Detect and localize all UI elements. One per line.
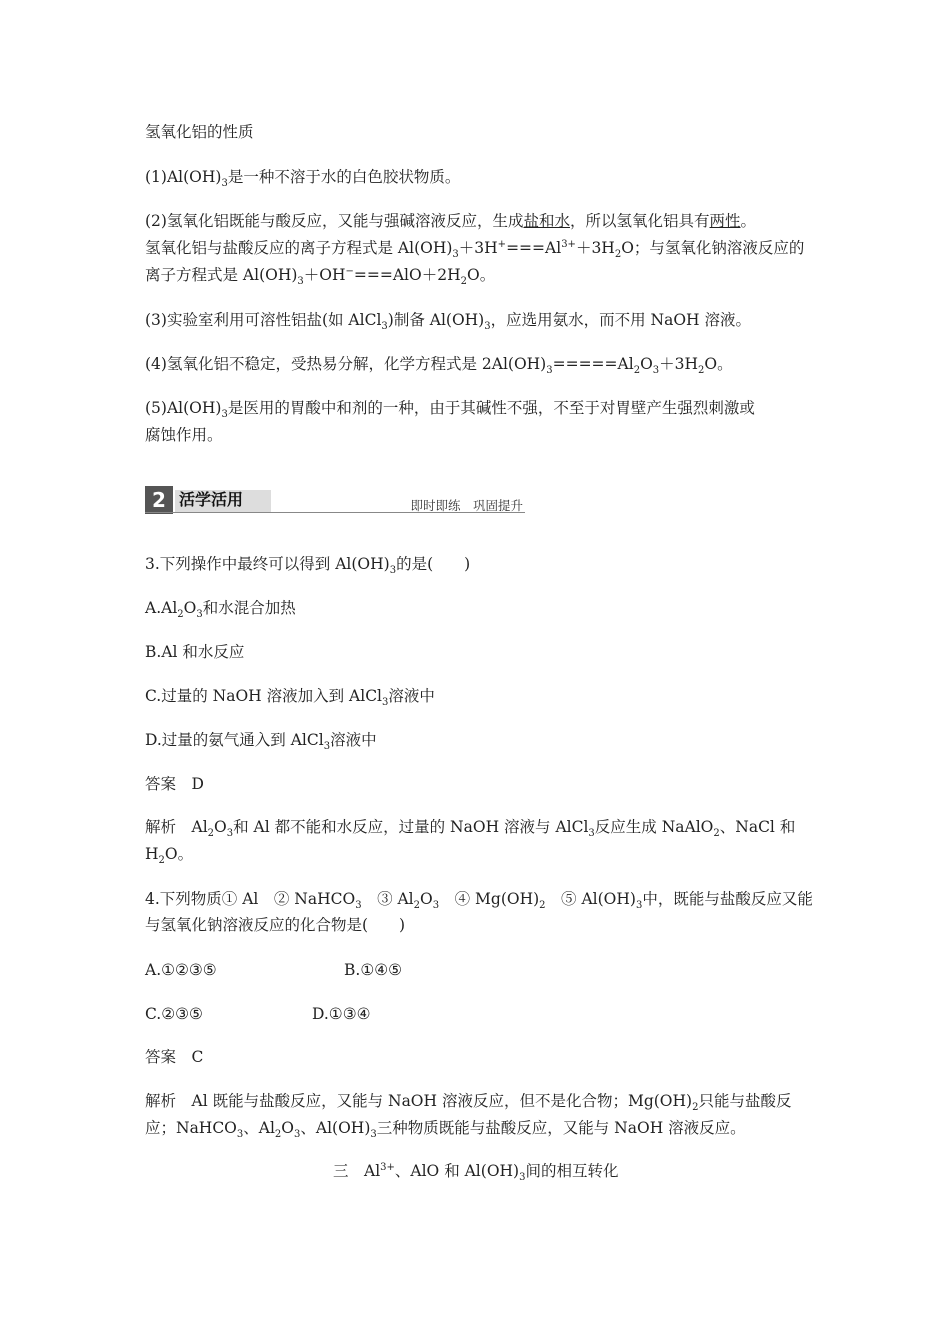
property-5-line-1: $(5)Al(OH)_3$是医用的胃酸中和剂的一种，由于其碱性不强，不至于对胃壁产生强烈刺激或 <box>145 399 755 421</box>
question-4-option-d: D.①③④ <box>312 1005 371 1023</box>
property-4: (4)氢氧化铝不稳定，受热易分解，化学方程式是 $2Al(OH)_3=====Al_2O_3+3H_2O$。 <box>145 355 733 377</box>
question-3-option-a: $A.Al_2O_3$和水混合加热 <box>145 599 296 621</box>
section-three-title: 三 $Al^{3+}$、AlO 和 $Al(OH)_3$间的相互转化 <box>333 1161 619 1184</box>
question-3-option-d: D.过量的氨气通入到 AlCl$_3$溶液中 <box>145 731 377 753</box>
question-3-explanation-line-1: 解析 $Al_2O_3$和 Al 都不能和水反应，过量的 NaOH 溶液与 AlCl$_3$反应生成 NaAlO$_2$、NaCl 和 <box>145 818 796 840</box>
question-3-stem: 3.下列操作中最终可以得到 $Al(OH)_3$的是( ) <box>145 555 471 577</box>
property-2-line-2: 氢氧化铝与盐酸反应的离子方程式是 $Al(OH)_3+3H^+===Al^{3+}+3H_2O$；与氢氧化钠溶液反应的 <box>145 238 805 261</box>
question-4-option-a: A.①②③⑤ <box>145 961 217 979</box>
practice-banner <box>145 486 525 514</box>
property-5-line-2: 腐蚀作用。 <box>145 426 223 444</box>
banner-number-badge: 2 <box>145 486 173 514</box>
question-3-option-b: B.Al 和水反应 <box>145 643 245 661</box>
question-3-answer: 答案 D <box>145 775 204 793</box>
question-4-explanation-line-2: 应；NaHCO$_3$、$Al_2O_3$、$Al(OH)_3$三种物质既能与盐酸反应，又能与 NaOH 溶液反应。 <box>145 1119 746 1141</box>
property-2-line-1: (2)氢氧化铝既能与酸反应，又能与强碱溶液反应，生成盐和水，所以氢氧化铝具有两性。 <box>145 212 757 230</box>
section-heading: 氢氧化铝的性质 <box>145 123 254 141</box>
question-4-answer: 答案 C <box>145 1048 204 1066</box>
property-3: (3)实验室利用可溶性铝盐(如 AlCl$_3$)制备 $Al(OH)_3$，应选用氨水，而不用 NaOH 溶液。 <box>145 311 751 333</box>
question-3-option-c: C.过量的 NaOH 溶液加入到 AlCl$_3$溶液中 <box>145 687 435 709</box>
question-4-option-c: C.②③⑤ <box>145 1005 203 1023</box>
property-2-line-3: 离子方程式是 $Al(OH)_3+OH^-===AlO+2H_2O$。 <box>145 265 496 288</box>
banner-title: 活学活用 <box>179 490 244 509</box>
banner-subtitle: 即时即练 巩固提升 <box>410 498 523 513</box>
question-4-option-b: B.①④⑤ <box>344 961 403 979</box>
question-4-stem-line-1: 4.下列物质① Al ② NaHCO$_3$ ③ $Al_2O_3$ ④ $Mg(OH)_2$ ⑤ $Al(OH)_3$中，既能与盐酸反应又能 <box>145 890 813 912</box>
property-1: $(1)Al(OH)_3$是一种不溶于水的白色胶状物质。 <box>145 168 461 190</box>
question-4-stem-line-2: 与氢氧化钠溶液反应的化合物是( ) <box>145 916 406 934</box>
question-4-explanation-line-1: 解析 Al 既能与盐酸反应，又能与 NaOH 溶液反应，但不是化合物；$Mg(OH)_2$只能与盐酸反 <box>145 1092 792 1114</box>
question-3-explanation-line-2: $H_2O$。 <box>145 845 194 867</box>
